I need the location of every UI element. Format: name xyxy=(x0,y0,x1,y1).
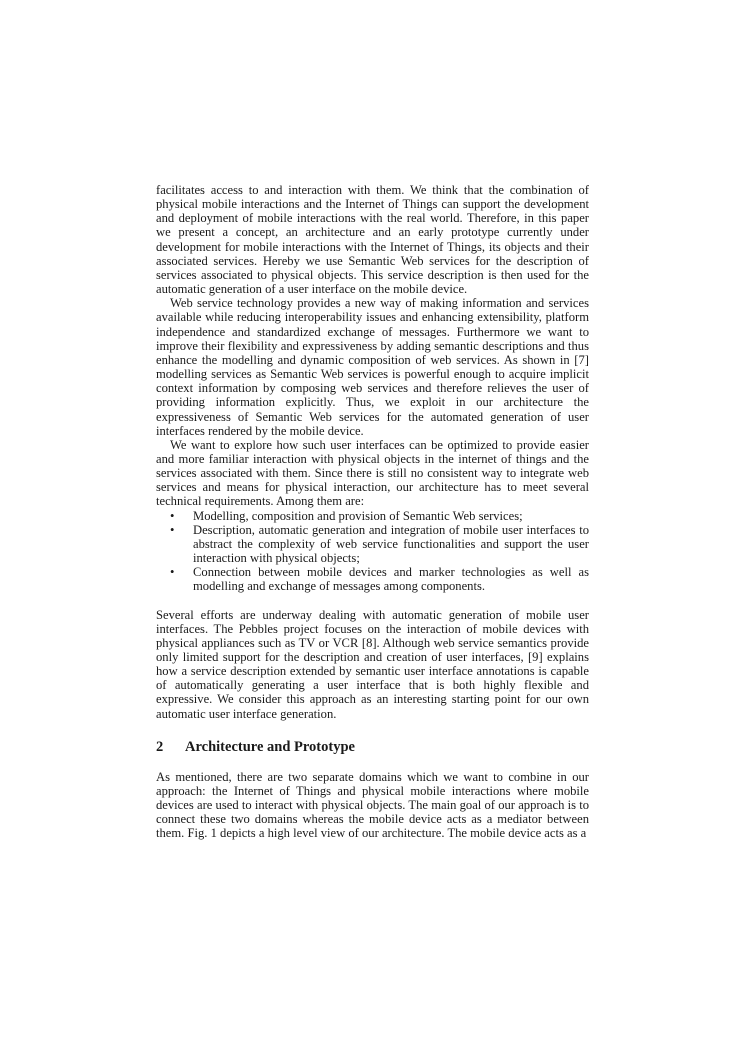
list-item-text: Modelling, composition and provision of Semantic Web services; xyxy=(193,508,523,523)
list-item-text: Connection between mobile devices and marker technologies as well as modelling and exchange of messages among components. xyxy=(193,565,589,594)
list-item xyxy=(156,509,589,523)
list-item xyxy=(156,523,589,565)
list-item xyxy=(156,565,589,593)
section-title: Architecture and Prototype xyxy=(185,738,355,755)
requirements-list xyxy=(156,509,589,594)
section-number: 2 xyxy=(156,738,164,755)
section-heading xyxy=(156,738,589,756)
bullet-icon: • xyxy=(170,565,175,580)
bullet-icon: • xyxy=(170,522,175,537)
page-body xyxy=(156,183,589,841)
paragraph-architecture: As mentioned, there are two separate domains which we want to combine in our approach: the Internet of Things and physical mobile interactions where mobile devices are used to interact with physical objects. The main goal of our approach is to connect these two domains whereas the mobile device acts as a mediator between them. Fig. 1 depicts a high level view of our architecture. The mobile device acts as a xyxy=(156,769,589,841)
paragraph-spacer xyxy=(156,594,589,608)
paragraph-requirements-intro: We want to explore how such user interfaces can be optimized to provide easier and more familiar interaction with physical objects in the internet of things and the services associated with them. Since there is still no consistent way to integrate web services and means for physical interaction, our architecture has to meet several technical requirements. Among them are: xyxy=(156,437,589,509)
paragraph-web-service-technology: Web service technology provides a new way of making information and services available while reducing interoperability issues and enhancing extensibility, platform independence and standardized exchange of messages. Furthermore we want to improve their flexibility and expressiveness by adding semantic descriptions and thus enhance the modelling and dynamic composition of web services. As shown in [7] modelling services as Semantic Web services is powerful enough to acquire implicit context information by composing web services and therefore relieves the user of providing information explicitly. Thus, we exploit in our architecture the expressiveness of Semantic Web services for the automated generation of user interfaces rendered by the mobile device. xyxy=(156,296,589,438)
paragraph-intro-continuation: facilitates access to and interaction with them. We think that the combination of physical mobile interactions and the Internet of Things can support the development and deployment of mobile interactions with the real world. Therefore, in this paper we present a concept, an architecture and an early prototype currently under development for mobile interactions with the Internet of Things, its objects and their associated services. Hereby we use Semantic Web services for the description of services associated to physical objects. This service description is then used for the automatic generation of a user interface on the mobile device. xyxy=(156,183,589,297)
list-item-text: Description, automatic generation and integration of mobile user interfaces to abstract the complexity of web service functionalities and support the user interaction with physical objects; xyxy=(193,522,589,566)
bullet-icon: • xyxy=(170,508,175,523)
paragraph-related-work: Several efforts are underway dealing with automatic generation of mobile user interfaces. The Pebbles project focuses on the interaction of mobile devices with physical appliances such as TV or VCR [8]. Although web service semantics provide only limited support for the description and creation of user interfaces, [9] explains how a service description extended by semantic user interface annotations is capable of automatically generating a user interface that is both highly flexible and expressive. We consider this approach as an interesting starting point for our own automatic user interface generation. xyxy=(156,607,589,721)
